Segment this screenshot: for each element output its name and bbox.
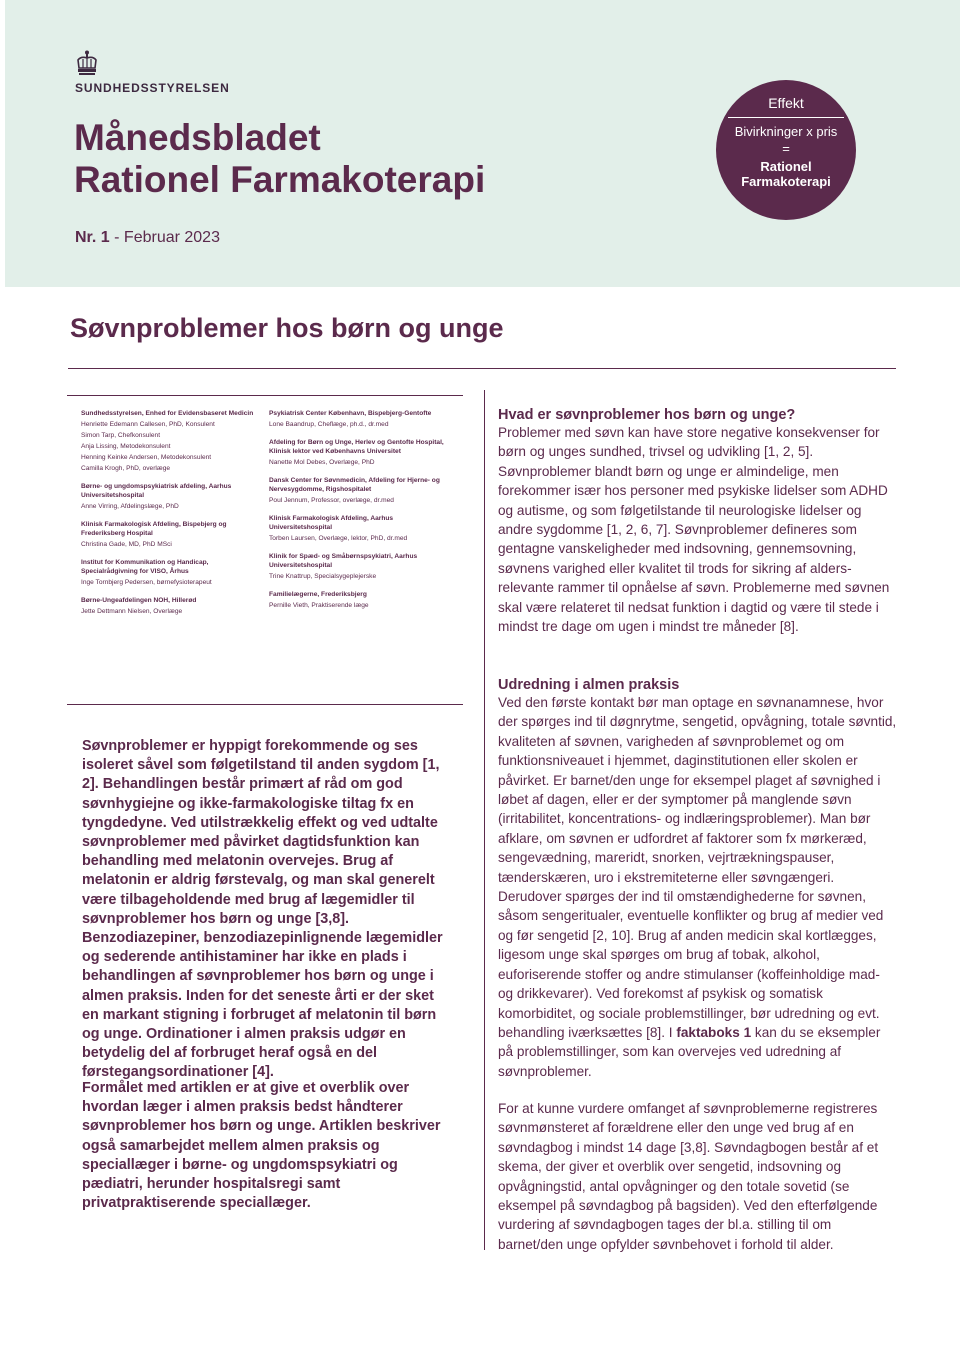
badge-result [716,159,856,189]
section-what-is [498,407,898,636]
org-name: SUNDHEDSSTYRELSEN [75,81,230,95]
factbox-reference[interactable]: faktaboks 1 [676,1024,752,1040]
author: Henriette Edemann Callesen, PhD, Konsulent [81,421,215,428]
affiliation: Familielægerne, Frederiksbjerg [269,591,367,598]
authors-right-column [269,409,454,619]
author: Simon Tarp, Chefkonsulent [81,432,161,439]
author: Trine Knattrup, Specialsygeplejerske [269,573,377,580]
author: Nanette Mol Debes, Overlæge, PhD [269,459,375,466]
author: Jette Dettmann Nielsen, Overlæge [81,608,183,615]
author: Lone Baandrup, Cheflæge, ph.d., dr.med [269,421,389,428]
author-block [269,409,454,429]
affiliation: Psykiatrisk Center København, Bispebjerg-Gentofte [269,410,432,417]
author-block [269,514,454,543]
column-divider [484,390,485,1250]
badge-effect: Effekt [768,95,804,111]
title-line-2: Rationel Farmakoterapi [74,159,486,200]
affiliation: Dansk Center for Søvnmedicin, Afdeling for Hjerne- og Nervesygdomme, Rigshospitalet [269,477,440,493]
badge-result-line-1: Rationel [760,159,812,174]
section-assessment [498,677,898,1081]
author-block [81,596,266,616]
author-block [269,476,454,505]
author-block [269,552,454,581]
affiliation: Klinisk Farmakologisk Afdeling, Aarhus Universitetshospital [269,515,394,531]
author-block [269,438,454,467]
affiliation: Klinik for Spæd- og Småbørnspsykiatri, Aarhus Universitetshospital [269,553,418,569]
authors-left-column [81,409,266,625]
section-heading: Udredning i almen praksis [498,677,680,693]
affiliation: Institut for Kommunikation og Handicap, Specialrådgivning for VISO, Århus [81,559,209,575]
affiliation: Klinisk Farmakologisk Afdeling, Bispebjerg og Frederiksberg Hospital [81,521,227,537]
body-text: Ved den første kontakt bør man optage en søvnanamnese, hvor der spørges ind til døgnrytme, sengetid, opvågning, totale søvntid, kvaliteten af søvnen, varigheden af søvnproblemet og om funktionsniveauet i hjemmet, daginstitutionen eller skolen er påvirket. Er barnet/den unge for eksempel plaget af søvnighed i løbet af dagen, eller er der symptomer på manglende søvn (irritabilitet, koncentrations- og indlæringsproblemer). Man bør afklare, om søvnen er udfordret af faktorer som fx mørkeræd, sengevædning, mareridt, snorken, vejrtrækningspauser, tænderskæren, uro i ekstremiteterne eller søvngængeri. Derudover spørges der ind til omstændighederne for søvnen, såsom sengeritualer, eventuelle konflikter og brug af medier ved og før sengetid [2, 10]. Brug af anden medicin skal kortlægges, ligesom unge skal spørges om brug af tobak, alkohol, euforiserende stoffer og andre stimulanser (koffeinholdige mad- og drikkevarer). Ved forekomst af psykisk og somatisk komorbiditet, og sociale problemstillinger, bør udredning og evt. behandling iværksættes [8]. I [498,695,897,1040]
article-title: Søvnproblemer hos børn og unge [70,313,504,343]
body-text: kan du se eksempler på problemstillinger, som kan overvejes ved udredning af søvnproblemer. [498,1024,881,1079]
author-block [269,590,454,610]
intro-paragraph-1: Søvnproblemer er hyppigt forekommende og ses isoleret såvel som følgetilstand til anden sygdom [1, 2]. Behandlingen består primært af råd om god søvnhygiejne og ikke-farmakologiske tiltag fx en tyngdedyne. Ved utilstrækkelig effekt og ved udtalte søvnproblemer med påvirket dagtidsfunktion kan behandling med melatonin overvejes. Brug af melatonin er aldrig førstevalg, og man skal generelt være tilbageholdende med brug af lægemidler til søvnproblemer hos børn og unge [3,8]. Benzodiazepiner, benzodiazepinlignende lægemidler og sederende antihistaminer har ikke en plads i behandlingen af søvnproblemer hos børn og unge i almen praksis. Inden for det seneste årti er der sket en markant stigning i forbruget af melatonin til børn og unge. Ordinationer i almen praksis udgør en betydelig del af forbruget heraf også en del førstegangsordinationer [4]. [82,738,443,1081]
author-block [81,409,266,473]
author-block [81,482,266,511]
author: Torben Laursen, Overlæge, lektor, PhD, dr.med [269,535,408,542]
section-body: Problemer med søvn kan have store negative konsekvenser for børn og unges sundhed, trivsel og udvikling [1, 2, 5]. Søvnproblemer blandt børn og unge er almindelige, men forekommer især hos personer med psykiske lidelser som ADHD og autisme, og som følgetilstande til neurologiske lidelser og andre sygdomme [1, 2, 6, 7]. Søvnproblemer defineres som gentagne vanskeligheder med indsovning, gennemsovning, søvnens varighed eller kvalitet til trods for sikring af aldersrelevante rammer til opnåelse af søvn. Problemerne med søvnen skal være relateret til nedsat funktion i dagtid og være til stede i mindst tre dage om ugen i mindst tre måneder [8]. [498,425,890,635]
affiliation: Børne- og ungdomspsykiatrisk afdeling, Aarhus Universitetshospital [81,483,232,499]
badge-equals: = [782,141,790,156]
crown-icon [75,50,99,78]
affiliation: Børne-Ungeafdelingen NOH, Hillerød [81,597,197,604]
section-heading: Hvad er søvnproblemer hos børn og unge? [498,407,796,423]
issue-info [75,229,220,247]
author: Anja Lissing, Metodekonsulent [81,443,171,450]
badge-side-effects: Bivirkninger x pris [734,124,838,139]
affiliation: Sundhedsstyrelsen, Enhed for Evidensbaseret Medicin [81,410,254,417]
section-body: For at kunne vurdere omfanget af søvnproblemerne registreres søvnmønsteret af forældrene eller den unge ved brug af en søvndagbog i mindst 14 dage [3,8]. Søvndagbogen består af et skema, der giver et overblik over sengetid, indsovning og opvågningstid, antal opvågninger og den totale sovetid (se eksempel på søvndagbog på bagsiden). Ved den efterfølgende vurdering af søvndagbogen tages der bl.a. stilling til om barnet/den unge opfylder søvnbehovet i forhold til alder. [498,1101,879,1252]
badge-fraction-line [728,117,844,118]
intro-paragraph-2: Formålet med artiklen er at give et overblik over hvordan læger i almen praksis bedst håndterer søvnproblemer hos børn og unge. Artiklen beskriver også samarbejdet mellem almen praksis og speciallæger i børne- og ungdomspsykiatri og pædiatri, herunder hospitalsregi samt privatpraktiserende speciallæger. [82,1080,441,1212]
magazine-title [74,117,485,201]
issue-number: Nr. 1 [75,229,110,246]
author: Henning Keinke Andersen, Metodekonsulent [81,454,212,461]
section-sleep-diary [498,1099,898,1254]
author: Pernille Vieth, Praktiserende læge [269,602,369,609]
author: Inge Tornbjerg Pedersen, børnefysioterapeut [81,579,212,586]
badge-result-line-2: Farmakoterapi [741,174,831,189]
authors-box [67,395,463,705]
formula-badge [716,80,856,220]
author: Camilla Krogh, PhD, overlæge [81,465,171,472]
author-block [81,520,266,549]
title-line-1: Månedsbladet [74,117,321,158]
affiliation: Afdeling for Børn og Unge, Herlev og Gentofte Hospital, Klinisk lektor ved Københavns Universitet [269,439,444,455]
title-divider [68,368,896,369]
section-body [498,693,898,1081]
author: Anne Virring, Afdelingslæge, PhD [81,503,179,510]
author: Christina Gade, MD, PhD MSci [81,541,172,548]
author-block [81,558,266,587]
author: Poul Jennum, Professor, overlæge, dr.med [269,497,394,504]
issue-date: - Februar 2023 [114,229,220,246]
